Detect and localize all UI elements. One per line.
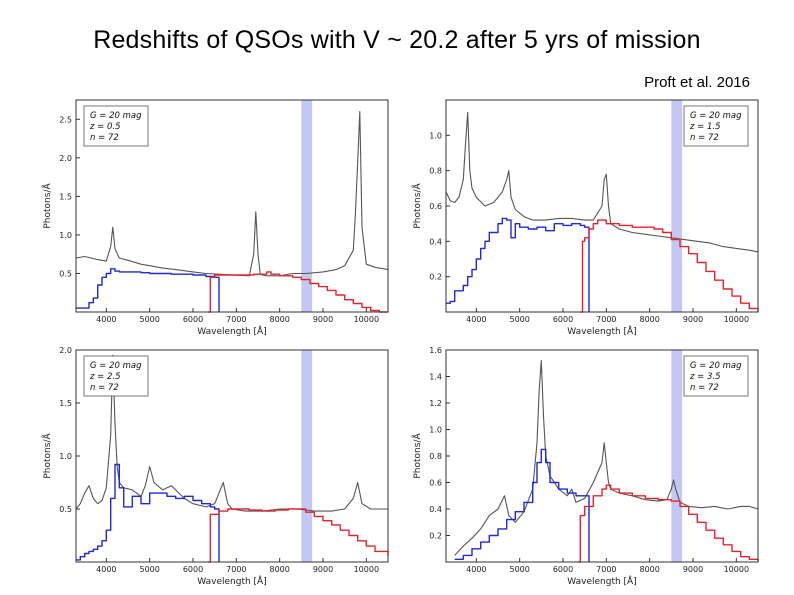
y-tick-label: 0.8 (429, 166, 442, 176)
x-tick-label: 10000 (353, 315, 380, 324)
x-tick-label: 4000 (96, 565, 117, 574)
x-tick-label: 4000 (466, 565, 487, 574)
y-axis-label: Photons/Å (413, 433, 423, 479)
legend-entry: n = 72 (90, 133, 119, 143)
legend-entry: n = 72 (690, 383, 719, 393)
blue-simulated-spectrum-line (76, 269, 219, 312)
legend-entry: z = 0.5 (90, 122, 121, 132)
slide-title: Redshifts of QSOs with V ~ 20.2 after 5 yrs of mission (93, 26, 701, 54)
x-tick-label: 10000 (353, 565, 380, 574)
y-tick-label: 0.5 (59, 269, 72, 279)
legend-entry: G = 20 mag (90, 361, 142, 371)
x-tick-label: 7000 (226, 565, 247, 574)
x-tick-label: 8000 (269, 315, 290, 324)
citation: Proft et al. 2016 (644, 74, 750, 91)
legend-entry: G = 20 mag (90, 111, 142, 121)
x-tick-label: 9000 (312, 315, 334, 324)
spectrum-panel-z1.5 (400, 90, 760, 340)
y-tick-label: 1.0 (429, 425, 442, 435)
x-tick-label: 9000 (312, 565, 334, 574)
x-tick-label: 10000 (723, 315, 750, 324)
x-axis-label: Wavelength [Å] (197, 577, 267, 587)
y-tick-label: 1.5 (59, 399, 72, 408)
x-tick-label: 5000 (509, 565, 530, 574)
y-tick-label: 2.0 (59, 346, 72, 355)
x-tick-label: 9000 (682, 565, 704, 574)
x-tick-label: 6000 (182, 315, 204, 324)
rvs-band-shading (671, 350, 682, 562)
legend-entry: G = 20 mag (690, 361, 742, 371)
legend-entry: z = 1.5 (690, 122, 721, 132)
chart-svg (30, 90, 390, 340)
spectrum-panel-z2.5 (30, 340, 390, 590)
red-simulated-spectrum-line (580, 220, 758, 312)
y-tick-label: 0.8 (429, 452, 442, 461)
x-tick-label: 10000 (723, 565, 750, 574)
y-axis-label: Photons/Å (413, 183, 423, 229)
y-tick-label: 1.6 (429, 346, 442, 355)
blue-simulated-spectrum-line (455, 449, 589, 562)
spectrum-panel-z0.5 (30, 90, 390, 340)
y-tick-label: 1.4 (429, 372, 442, 382)
y-tick-label: 2.5 (59, 115, 72, 125)
red-simulated-spectrum-line (208, 509, 388, 562)
rvs-band-shading (671, 100, 682, 312)
blue-simulated-spectrum-line (446, 218, 589, 312)
y-tick-label: 0.6 (429, 478, 442, 488)
y-tick-label: 0.6 (429, 202, 442, 211)
chart-svg (400, 90, 760, 340)
y-tick-label: 1.2 (429, 399, 442, 408)
y-axis-label: Photons/Å (43, 183, 53, 229)
legend-entry: n = 72 (690, 133, 719, 143)
x-tick-label: 5000 (509, 315, 530, 324)
x-tick-label: 8000 (639, 315, 660, 324)
y-tick-label: 1.5 (59, 192, 72, 202)
x-tick-label: 6000 (552, 565, 574, 574)
x-tick-label: 5000 (139, 565, 160, 574)
legend-entry: z = 3.5 (690, 372, 721, 382)
y-tick-label: 0.4 (429, 237, 442, 247)
x-tick-label: 7000 (596, 315, 617, 324)
blue-simulated-spectrum-line (76, 465, 219, 563)
red-simulated-spectrum-line (208, 272, 388, 312)
chart-svg (30, 340, 390, 590)
spectrum-panel-z3.5 (400, 340, 760, 590)
chart-svg (400, 340, 760, 590)
x-tick-label: 6000 (182, 565, 204, 574)
x-tick-label: 7000 (226, 315, 247, 324)
x-tick-label: 7000 (596, 565, 617, 574)
legend-entry: n = 72 (90, 383, 119, 393)
x-tick-label: 8000 (269, 565, 290, 574)
x-tick-label: 4000 (96, 315, 117, 324)
x-tick-label: 5000 (139, 315, 160, 324)
x-tick-label: 6000 (552, 315, 574, 324)
x-axis-label: Wavelength [Å] (567, 327, 637, 337)
y-tick-label: 1.0 (59, 230, 72, 240)
legend-entry: z = 2.5 (90, 372, 121, 382)
x-axis-label: Wavelength [Å] (567, 577, 637, 587)
legend-entry: G = 20 mag (690, 111, 742, 121)
y-tick-label: 0.5 (59, 505, 72, 514)
x-tick-label: 4000 (466, 315, 487, 324)
y-tick-label: 1.0 (59, 452, 72, 461)
y-tick-label: 1.0 (429, 131, 442, 141)
rvs-band-shading (301, 350, 312, 562)
y-tick-label: 0.2 (429, 272, 442, 282)
y-tick-label: 2.0 (59, 153, 72, 163)
y-axis-label: Photons/Å (43, 433, 53, 479)
x-tick-label: 9000 (682, 315, 704, 324)
y-tick-label: 0.2 (429, 531, 442, 541)
x-tick-label: 8000 (639, 565, 660, 574)
x-axis-label: Wavelength [Å] (197, 327, 267, 337)
y-tick-label: 0.4 (429, 505, 442, 514)
